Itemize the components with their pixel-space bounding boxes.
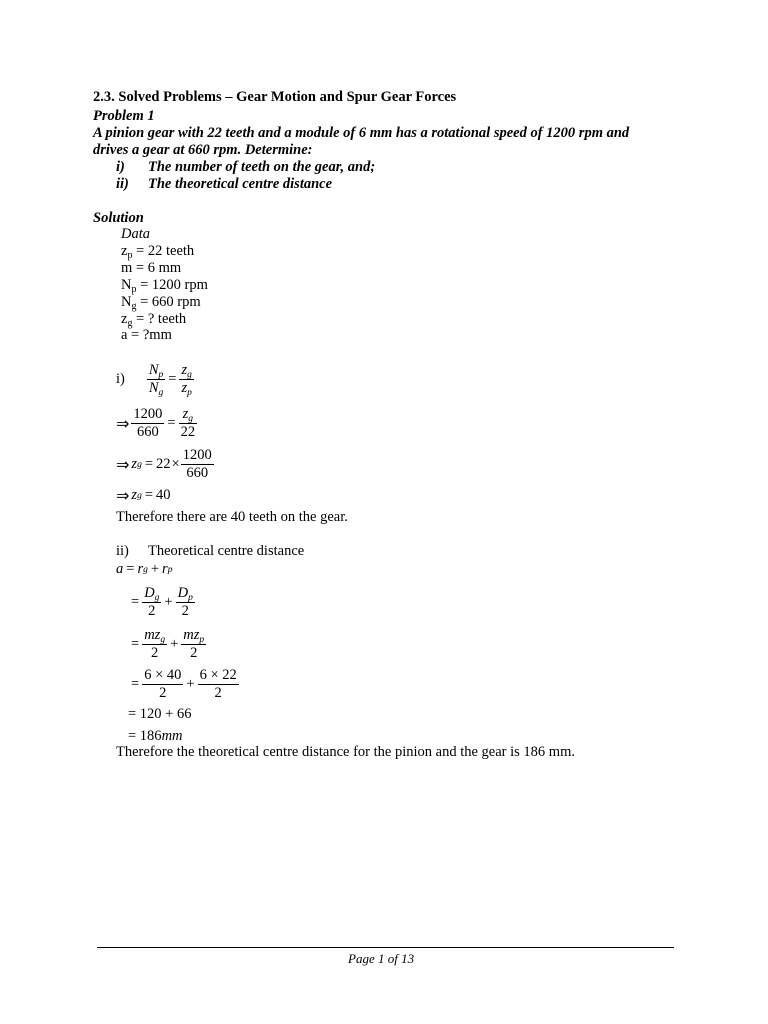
footer-divider [97,947,674,948]
task-2-number: ii) [116,176,129,192]
given-np: $N_p = 1200$ rpm [121,277,208,295]
eq-a-sum-radii: a = r g + r p [116,561,173,577]
given-m: m = 6 mm [121,260,182,276]
part2-heading: Theoretical centre distance [148,543,305,559]
task-1-text: The number of teeth on the gear, and; [148,159,376,175]
given-zg: $z_g$ = ? teeth [121,311,187,329]
eq-solve-zg: ⇒ z g = 22 × $\frac{1200}{660}$ [116,447,212,481]
task-2-text: The theoretical centre distance [148,176,333,192]
part2-label: ii) [116,543,129,559]
problem-text-line-2: drives a gear at 660 rpm. Determine: [93,142,313,158]
eq-sum: = 120 + 66 [128,706,192,722]
eq-module-teeth: = $\frac{mz_g}{2}$ + $\frac{mz_p}{2}$ [131,627,205,661]
section-title: 2.3. Solved Problems – Gear Motion and Spur Gear Forces [93,89,457,105]
data-label: Data [121,226,150,242]
given-zp: $z_p = 22$ teeth [121,243,195,261]
part1-label: i) [116,371,125,387]
frac-np-ng: $\frac{N_p}{N_g}$ [148,362,164,398]
eq-substitute: ⇒ $\frac{1200}{660}$ = $\frac{z_g}{22}$ [116,406,196,440]
given-ng: $N_g = 660$ rpm [121,294,201,312]
eq-diameters: = $\frac{D_g}{2}$ + $\frac{D_p}{2}$ [131,585,193,619]
solution-label: Solution [93,210,144,226]
frac-zg-zp: $\frac{z_g}{z_p}$ [181,362,192,398]
implies-arrow-icon: ⇒ [116,414,130,433]
page-number: Page 1 of 13 [348,951,415,966]
eq-result-a: = 186mm [128,728,183,744]
task-1-number: i) [116,159,125,175]
eq-result-zg: ⇒ z g = 40 [116,486,171,505]
given-a: a = ?mm [121,327,172,343]
implies-arrow-icon: ⇒ [116,455,130,474]
implies-arrow-icon: ⇒ [116,486,130,505]
eq-ratio: i) $\frac{N_p}{N_g}$ = $\frac{z_g}{z_p}$ [116,362,192,398]
part2-conclusion: Therefore the theoretical centre distance for the pinion and the gear is 186 mm. [116,744,575,760]
part1-conclusion: Therefore there are 40 teeth on the gear. [116,509,348,525]
problem-label: Problem 1 [93,108,155,124]
problem-text-line-1: A pinion gear with 22 teeth and a module of 6 mm has a rotational speed of 1200 rpm and [93,125,630,141]
eq-numeric: = $\frac{6 \times 40}{2}$ + $\frac{6 \times 22}{2}$ [131,667,237,701]
